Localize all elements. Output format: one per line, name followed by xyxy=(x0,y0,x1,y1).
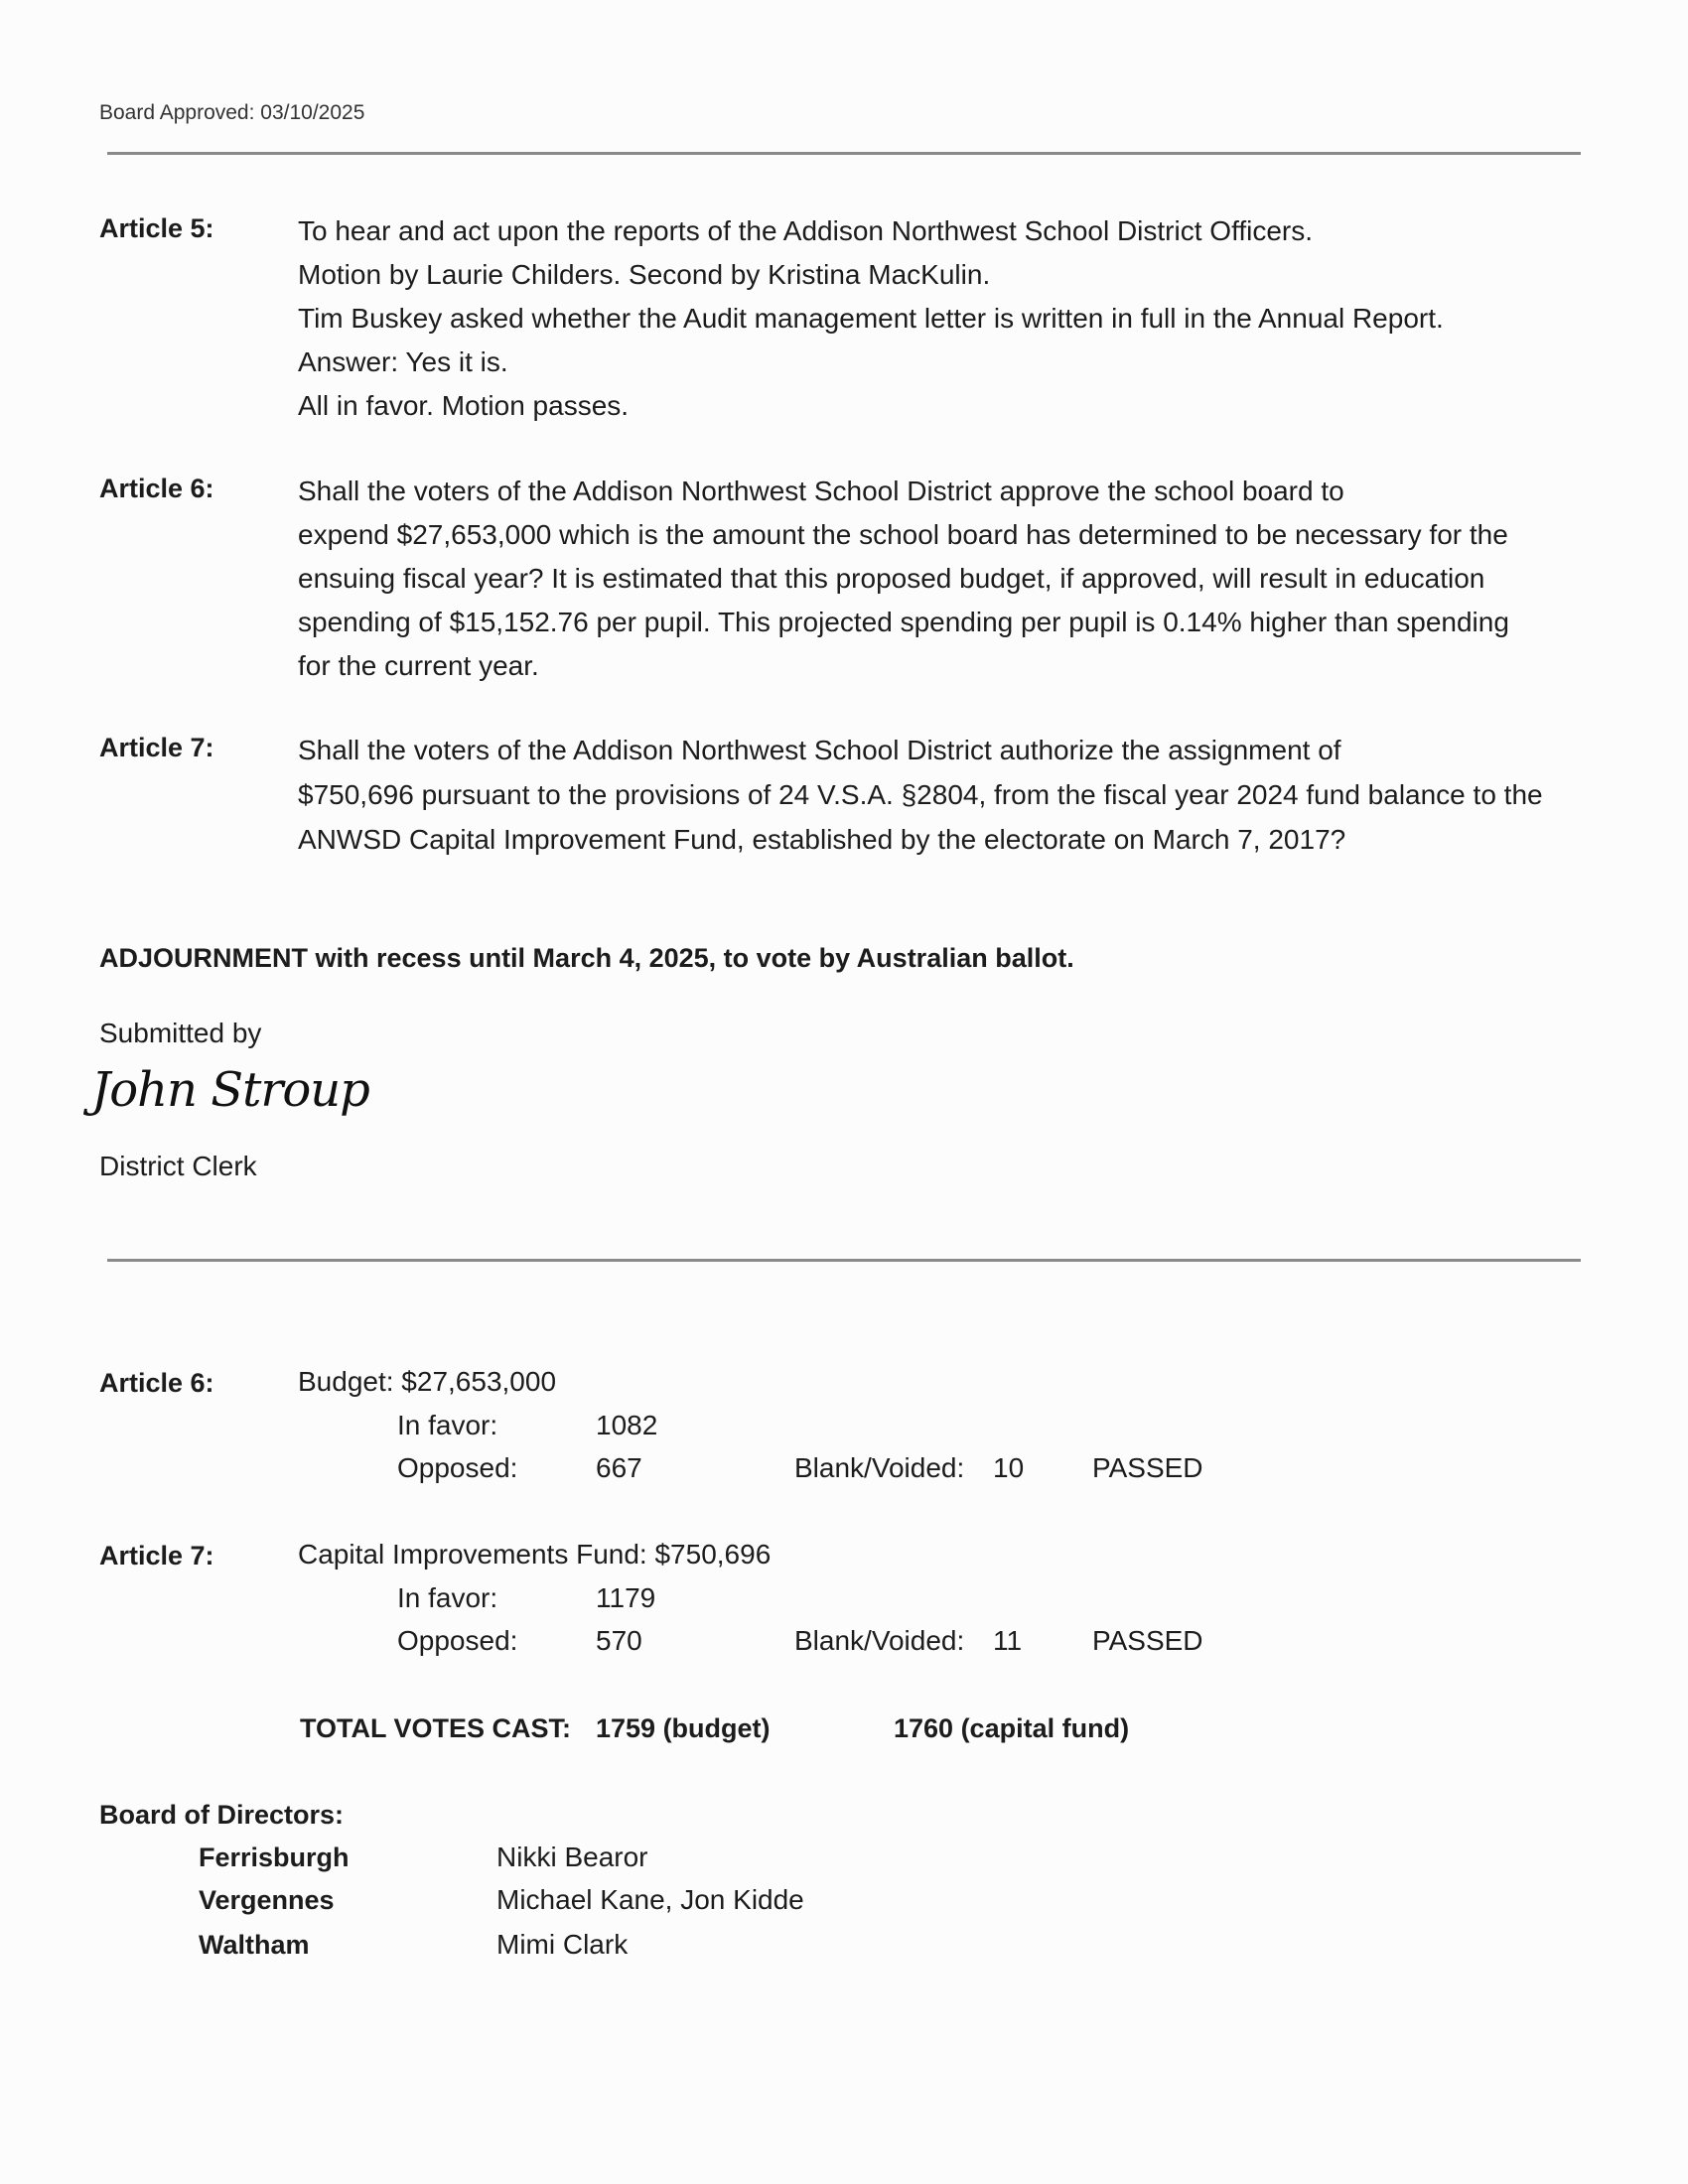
blank-voided-label: Blank/Voided: xyxy=(794,1452,965,1483)
in-favor-count: 1179 xyxy=(596,1582,656,1613)
article-6-label: Article 6: xyxy=(99,474,214,503)
article-7-text xyxy=(298,728,1543,862)
article-6-text xyxy=(298,470,1509,688)
article-line: spending of $15,152.76 per pupil. This projected spending per pupil is 0.14% higher than spending xyxy=(298,607,1509,637)
adjournment-statement: ADJOURNMENT with recess until March 4, 2025, to vote by Australian ballot. xyxy=(99,943,1074,973)
article-line: Shall the voters of the Addison Northwest School District approve the school board to xyxy=(298,476,1344,506)
board-approved-date: Board Approved: 03/10/2025 xyxy=(99,101,365,124)
signature: John Stroup xyxy=(91,1062,369,1118)
result-status: PASSED xyxy=(1092,1452,1203,1483)
top-divider xyxy=(107,152,1581,155)
blank-voided-count: 11 xyxy=(993,1625,1023,1656)
article-line: Motion by Laurie Childers. Second by Kristina MacKulin. xyxy=(298,259,991,290)
in-favor-count: 1082 xyxy=(596,1410,658,1440)
article-line: $750,696 pursuant to the provisions of 24 V.S.A. §2804, from the fiscal year 2024 fund balance to the xyxy=(298,779,1543,810)
article-line: expend $27,653,000 which is the amount the school board has determined to be necessary for the xyxy=(298,519,1508,550)
blank-voided-count: 10 xyxy=(993,1452,1025,1483)
article-line: ensuing fiscal year? It is estimated that this proposed budget, if approved, will result in education xyxy=(298,563,1485,594)
opposed-label: Opposed: xyxy=(397,1625,518,1656)
article-line: for the current year. xyxy=(298,650,539,681)
result-article-7-label: Article 7: xyxy=(99,1541,214,1570)
total-votes-label: TOTAL VOTES CAST: xyxy=(300,1713,572,1743)
article-7-label: Article 7: xyxy=(99,733,214,762)
opposed-count: 667 xyxy=(596,1452,642,1483)
in-favor-label: In favor: xyxy=(397,1410,498,1440)
article-line: Answer: Yes it is. xyxy=(298,346,508,377)
article-line: To hear and act upon the reports of the Addison Northwest School District Officers. xyxy=(298,215,1314,246)
article-line: All in favor. Motion passes. xyxy=(298,390,630,421)
middle-divider xyxy=(107,1259,1581,1262)
article-5-label: Article 5: xyxy=(99,213,214,243)
board-town: Ferrisburgh xyxy=(199,1843,350,1872)
article-line: Shall the voters of the Addison Northwest School District authorize the assignment of xyxy=(298,735,1341,765)
result-article-7-title: Capital Improvements Fund: $750,696 xyxy=(298,1539,772,1570)
article-line: ANWSD Capital Improvement Fund, established by the electorate on March 7, 2017? xyxy=(298,824,1346,855)
blank-voided-label: Blank/Voided: xyxy=(794,1625,965,1656)
clerk-title: District Clerk xyxy=(99,1151,257,1181)
board-member-names: Nikki Bearor xyxy=(496,1842,648,1872)
in-favor-label: In favor: xyxy=(397,1582,498,1613)
board-town: Vergennes xyxy=(199,1885,335,1915)
board-town: Waltham xyxy=(199,1930,310,1960)
opposed-label: Opposed: xyxy=(397,1452,518,1483)
submitted-by-label: Submitted by xyxy=(99,1018,262,1048)
article-line: Tim Buskey asked whether the Audit management letter is written in full in the Annual Report. xyxy=(298,303,1444,334)
result-article-6-label: Article 6: xyxy=(99,1368,214,1398)
result-status: PASSED xyxy=(1092,1625,1203,1656)
opposed-count: 570 xyxy=(596,1625,642,1656)
result-article-6-title: Budget: $27,653,000 xyxy=(298,1366,557,1397)
total-votes-capital: 1760 (capital fund) xyxy=(894,1713,1130,1743)
article-5-text xyxy=(298,209,1444,428)
board-member-names: Mimi Clark xyxy=(496,1929,629,1960)
total-votes-budget: 1759 (budget) xyxy=(596,1713,771,1743)
board-title: Board of Directors: xyxy=(99,1800,345,1830)
board-member-names: Michael Kane, Jon Kidde xyxy=(496,1884,804,1915)
